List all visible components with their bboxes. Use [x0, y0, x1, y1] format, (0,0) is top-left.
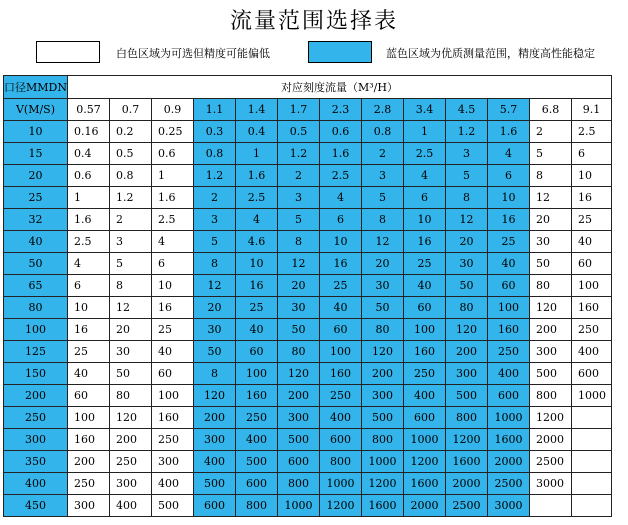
flow-cell: 25: [571, 209, 611, 231]
flow-cell: 1200: [403, 451, 445, 473]
flow-cell: 300: [67, 495, 109, 517]
flow-cell: 2000: [487, 451, 529, 473]
flow-cell: 120: [109, 407, 151, 429]
flow-cell: 80: [277, 341, 319, 363]
flow-cell: 16: [67, 319, 109, 341]
flow-cell: 20: [361, 253, 403, 275]
table-row: [4, 143, 612, 165]
velocity-header: 3.4: [403, 99, 445, 121]
flow-cell: 16: [319, 253, 361, 275]
table-row: [4, 451, 612, 473]
flow-cell: 5: [277, 209, 319, 231]
flow-cell: 2000: [529, 429, 571, 451]
flow-cell: 250: [151, 429, 193, 451]
table-row: [4, 319, 612, 341]
flow-cell: 2000: [445, 473, 487, 495]
velocity-label: V(M/S): [4, 99, 68, 121]
flow-cell: 200: [193, 407, 235, 429]
table-row: [4, 209, 612, 231]
flow-cell: 30: [277, 297, 319, 319]
flow-cell: 200: [529, 319, 571, 341]
flow-cell: 0.3: [193, 121, 235, 143]
dn-cell: 25: [4, 187, 68, 209]
dn-cell: 200: [4, 385, 68, 407]
flow-cell: 120: [361, 341, 403, 363]
flow-cell: [571, 473, 611, 495]
flow-cell: 25: [403, 253, 445, 275]
flow-cell: 10: [571, 165, 611, 187]
flow-cell: 6: [319, 209, 361, 231]
flow-cell: 25: [67, 341, 109, 363]
flow-cell: 200: [67, 451, 109, 473]
flow-cell: 60: [319, 319, 361, 341]
flow-cell: 80: [445, 297, 487, 319]
dn-cell: 250: [4, 407, 68, 429]
dn-cell: 350: [4, 451, 68, 473]
flow-cell: 160: [319, 363, 361, 385]
flow-cell: 3: [277, 187, 319, 209]
velocity-header: 1.7: [277, 99, 319, 121]
flow-cell: 40: [151, 341, 193, 363]
flow-cell: 2.5: [403, 143, 445, 165]
flow-cell: 8: [361, 209, 403, 231]
flow-cell: 12: [193, 275, 235, 297]
flow-cell: 250: [319, 385, 361, 407]
table-row: [4, 407, 612, 429]
flow-cell: 3000: [529, 473, 571, 495]
flow-cell: 160: [235, 385, 277, 407]
flow-cell: 2000: [403, 495, 445, 517]
velocity-header: 1.4: [235, 99, 277, 121]
flow-cell: 25: [151, 319, 193, 341]
flow-cell: 0.5: [109, 143, 151, 165]
flow-cell: 25: [319, 275, 361, 297]
flow-cell: 5: [109, 253, 151, 275]
flow-cell: 60: [403, 297, 445, 319]
flow-cell: 3: [361, 165, 403, 187]
flow-cell: 8: [529, 165, 571, 187]
flow-cell: 40: [487, 253, 529, 275]
dn-cell: 32: [4, 209, 68, 231]
flow-cell: 3: [445, 143, 487, 165]
flow-cell: 2.5: [319, 165, 361, 187]
flow-cell: 1: [67, 187, 109, 209]
table-row: [4, 341, 612, 363]
flow-cell: 3000: [487, 495, 529, 517]
flow-cell: 400: [235, 429, 277, 451]
corner-header: 口径MMDN: [4, 76, 68, 99]
flow-cell: 2500: [445, 495, 487, 517]
flow-cell: 5: [529, 143, 571, 165]
flow-cell: 400: [109, 495, 151, 517]
flow-cell: 0.8: [361, 121, 403, 143]
flow-cell: 1.2: [193, 165, 235, 187]
flow-cell: 50: [277, 319, 319, 341]
flow-cell: 300: [193, 429, 235, 451]
flow-cell: 25: [487, 231, 529, 253]
flow-cell: 300: [529, 341, 571, 363]
flow-cell: 30: [109, 341, 151, 363]
flow-cell: 12: [361, 231, 403, 253]
flow-cell: 1200: [319, 495, 361, 517]
flow-cell: 10: [235, 253, 277, 275]
flow-cell: [571, 451, 611, 473]
flow-cell: 250: [109, 451, 151, 473]
flow-cell: 200: [361, 363, 403, 385]
table-row: [4, 385, 612, 407]
flow-cell: 200: [109, 429, 151, 451]
flow-header: 对应刻度流量（M³/H）: [67, 76, 611, 99]
flow-cell: 120: [277, 363, 319, 385]
flow-cell: 3: [193, 209, 235, 231]
flow-cell: 1600: [403, 473, 445, 495]
flow-cell: 2.5: [67, 231, 109, 253]
flow-cell: 60: [151, 363, 193, 385]
flow-cell: 40: [403, 275, 445, 297]
flow-cell: 8: [193, 363, 235, 385]
flow-cell: 500: [193, 473, 235, 495]
flow-cell: [529, 495, 571, 517]
flow-cell: 200: [277, 385, 319, 407]
flow-cell: 800: [445, 407, 487, 429]
flow-cell: 16: [403, 231, 445, 253]
flow-cell: 2: [361, 143, 403, 165]
flow-cell: 10: [151, 275, 193, 297]
flow-cell: 1.2: [445, 121, 487, 143]
velocity-header: 2.3: [319, 99, 361, 121]
flow-cell: 400: [319, 407, 361, 429]
flow-cell: 1000: [361, 451, 403, 473]
flow-cell: 4: [67, 253, 109, 275]
flow-cell: 120: [445, 319, 487, 341]
flow-cell: 1000: [487, 407, 529, 429]
flow-cell: 100: [151, 385, 193, 407]
flow-cell: 5: [193, 231, 235, 253]
flow-cell: 1000: [277, 495, 319, 517]
dn-cell: 100: [4, 319, 68, 341]
flow-cell: 500: [529, 363, 571, 385]
flow-cell: 2.5: [571, 121, 611, 143]
flow-cell: 6: [151, 253, 193, 275]
table-row: [4, 275, 612, 297]
flow-cell: 30: [445, 253, 487, 275]
flow-cell: 30: [193, 319, 235, 341]
flow-cell: 500: [277, 429, 319, 451]
flow-cell: 20: [193, 297, 235, 319]
dn-cell: 80: [4, 297, 68, 319]
flow-cell: [571, 407, 611, 429]
flow-cell: 3: [109, 231, 151, 253]
flow-cell: [571, 429, 611, 451]
flow-cell: 600: [235, 473, 277, 495]
flow-cell: 40: [67, 363, 109, 385]
flow-cell: 25: [235, 297, 277, 319]
flow-cell: 250: [571, 319, 611, 341]
table-row: [4, 121, 612, 143]
flow-cell: 0.2: [109, 121, 151, 143]
flow-cell: 1600: [445, 451, 487, 473]
flow-cell: 300: [151, 451, 193, 473]
flow-cell: 100: [571, 275, 611, 297]
flow-cell: 0.4: [67, 143, 109, 165]
flow-cell: 1000: [403, 429, 445, 451]
flow-cell: 400: [571, 341, 611, 363]
flow-cell: 1200: [445, 429, 487, 451]
flow-cell: 250: [403, 363, 445, 385]
dn-cell: 15: [4, 143, 68, 165]
flow-cell: 5: [361, 187, 403, 209]
flow-cell: 120: [193, 385, 235, 407]
flow-cell: 0.8: [109, 165, 151, 187]
flow-cell: 4: [235, 209, 277, 231]
velocity-header: 4.5: [445, 99, 487, 121]
flow-cell: 8: [193, 253, 235, 275]
velocity-row: [4, 99, 612, 121]
velocity-header: 6.8: [529, 99, 571, 121]
flow-cell: 1.2: [109, 187, 151, 209]
legend-blue-swatch: [308, 41, 372, 63]
flow-cell: 12: [529, 187, 571, 209]
flow-cell: 1600: [487, 429, 529, 451]
table-row: [4, 253, 612, 275]
flow-cell: 6: [487, 165, 529, 187]
flow-cell: 60: [487, 275, 529, 297]
legend-white-swatch: [36, 41, 100, 63]
flow-cell: 250: [487, 341, 529, 363]
flow-cell: 400: [193, 451, 235, 473]
flow-cell: 160: [571, 297, 611, 319]
flow-cell: 5: [445, 165, 487, 187]
flow-cell: 300: [277, 407, 319, 429]
flow-cell: 40: [235, 319, 277, 341]
velocity-header: 0.57: [67, 99, 109, 121]
flow-cell: 1.2: [277, 143, 319, 165]
flow-cell: 800: [361, 429, 403, 451]
flow-cell: 160: [403, 341, 445, 363]
flow-cell: 20: [445, 231, 487, 253]
flow-cell: 1: [151, 165, 193, 187]
flow-cell: 1200: [529, 407, 571, 429]
flow-cell: 10: [319, 231, 361, 253]
table-row: [4, 165, 612, 187]
flow-cell: 100: [487, 297, 529, 319]
flow-cell: 16: [235, 275, 277, 297]
page-title: 流量范围选择表: [229, 9, 398, 34]
dn-cell: 40: [4, 231, 68, 253]
flow-cell: 100: [67, 407, 109, 429]
flow-cell: 16: [571, 187, 611, 209]
flow-cell: 6: [571, 143, 611, 165]
flow-cell: 800: [235, 495, 277, 517]
flow-cell: 600: [193, 495, 235, 517]
flow-cell: 20: [529, 209, 571, 231]
flow-cell: 4: [319, 187, 361, 209]
flow-cell: 1: [403, 121, 445, 143]
table-row: [4, 297, 612, 319]
flow-cell: 1.6: [235, 165, 277, 187]
flow-cell: 0.6: [151, 143, 193, 165]
flow-cell: 250: [235, 407, 277, 429]
table-row: [4, 187, 612, 209]
velocity-header: 0.7: [109, 99, 151, 121]
flow-cell: 20: [277, 275, 319, 297]
flow-cell: 400: [151, 473, 193, 495]
flow-cell: [571, 495, 611, 517]
flow-cell: 50: [361, 297, 403, 319]
flow-cell: 50: [193, 341, 235, 363]
table-row: [4, 231, 612, 253]
flow-cell: 6: [403, 187, 445, 209]
flow-cell: 8: [445, 187, 487, 209]
flow-cell: 50: [109, 363, 151, 385]
flow-cell: 40: [319, 297, 361, 319]
flow-cell: 8: [109, 275, 151, 297]
flow-cell: 400: [487, 363, 529, 385]
flow-cell: 600: [571, 363, 611, 385]
dn-cell: 150: [4, 363, 68, 385]
flow-cell: 1: [235, 143, 277, 165]
flow-cell: 2: [193, 187, 235, 209]
flow-cell: 160: [151, 407, 193, 429]
flow-cell: 12: [445, 209, 487, 231]
flow-cell: 40: [571, 231, 611, 253]
flow-cell: 4: [487, 143, 529, 165]
velocity-header: 0.9: [151, 99, 193, 121]
flow-cell: 1000: [319, 473, 361, 495]
flow-cell: 4: [151, 231, 193, 253]
flow-cell: 200: [445, 341, 487, 363]
dn-cell: 10: [4, 121, 68, 143]
flow-cell: 60: [67, 385, 109, 407]
flow-cell: 2: [109, 209, 151, 231]
flow-cell: 12: [109, 297, 151, 319]
flow-cell: 100: [403, 319, 445, 341]
flow-cell: 600: [403, 407, 445, 429]
flow-cell: 50: [529, 253, 571, 275]
flow-cell: 16: [487, 209, 529, 231]
flow-cell: 12: [277, 253, 319, 275]
flow-cell: 500: [445, 385, 487, 407]
flow-cell: 50: [445, 275, 487, 297]
flow-cell: 600: [319, 429, 361, 451]
flow-cell: 2.5: [151, 209, 193, 231]
legend-blue-text: 蓝色区域为优质测量范围，精度高性能稳定: [386, 47, 595, 60]
flow-cell: 1200: [361, 473, 403, 495]
flow-cell: 0.6: [67, 165, 109, 187]
velocity-header: 9.1: [571, 99, 611, 121]
flow-cell: 2500: [529, 451, 571, 473]
flow-cell: 6: [67, 275, 109, 297]
flow-cell: 20: [109, 319, 151, 341]
flow-cell: 16: [151, 297, 193, 319]
flow-cell: 30: [529, 231, 571, 253]
flow-cell: 0.25: [151, 121, 193, 143]
flow-cell: 2: [277, 165, 319, 187]
flow-cell: 10: [487, 187, 529, 209]
flow-cell: 500: [151, 495, 193, 517]
flow-cell: 250: [67, 473, 109, 495]
flow-cell: 80: [529, 275, 571, 297]
velocity-header: 2.8: [361, 99, 403, 121]
flow-cell: 400: [403, 385, 445, 407]
velocity-header: 5.7: [487, 99, 529, 121]
flow-cell: 100: [235, 363, 277, 385]
flow-cell: 60: [571, 253, 611, 275]
flow-cell: 500: [361, 407, 403, 429]
flow-cell: 80: [361, 319, 403, 341]
flow-cell: 10: [67, 297, 109, 319]
flow-cell: 600: [487, 385, 529, 407]
flow-cell: 1.6: [151, 187, 193, 209]
flow-cell: 0.5: [277, 121, 319, 143]
flow-cell: 4: [403, 165, 445, 187]
flow-cell: 500: [235, 451, 277, 473]
flow-cell: 300: [361, 385, 403, 407]
flow-cell: 80: [109, 385, 151, 407]
flow-cell: 0.6: [319, 121, 361, 143]
flow-cell: 0.8: [193, 143, 235, 165]
flow-cell: 300: [445, 363, 487, 385]
dn-cell: 50: [4, 253, 68, 275]
flow-cell: 0.4: [235, 121, 277, 143]
table-header-row: [4, 76, 612, 99]
flow-cell: 8: [277, 231, 319, 253]
dn-cell: 300: [4, 429, 68, 451]
flow-cell: 600: [277, 451, 319, 473]
flow-cell: 160: [67, 429, 109, 451]
flow-cell: 100: [319, 341, 361, 363]
flow-cell: 60: [235, 341, 277, 363]
flow-cell: 2: [529, 121, 571, 143]
flow-cell: 1.6: [67, 209, 109, 231]
velocity-header: 1.1: [193, 99, 235, 121]
flow-cell: 30: [361, 275, 403, 297]
flow-cell: 120: [529, 297, 571, 319]
table-row: [4, 363, 612, 385]
flow-cell: 2500: [487, 473, 529, 495]
flow-cell: 10: [403, 209, 445, 231]
flow-cell: 1600: [361, 495, 403, 517]
table-row: [4, 473, 612, 495]
dn-cell: 400: [4, 473, 68, 495]
flow-cell: 800: [319, 451, 361, 473]
dn-cell: 125: [4, 341, 68, 363]
dn-cell: 450: [4, 495, 68, 517]
flow-cell: 2.5: [235, 187, 277, 209]
flow-cell: 300: [109, 473, 151, 495]
flow-cell: 1.6: [319, 143, 361, 165]
flow-cell: 1.6: [487, 121, 529, 143]
flow-cell: 800: [529, 385, 571, 407]
flow-cell: 800: [277, 473, 319, 495]
table-row: [4, 429, 612, 451]
dn-cell: 65: [4, 275, 68, 297]
flow-cell: 4.6: [235, 231, 277, 253]
legend-white-text: 白色区域为可选但精度可能偏低: [116, 47, 270, 60]
dn-cell: 20: [4, 165, 68, 187]
flow-cell: 0.16: [67, 121, 109, 143]
table-row: [4, 495, 612, 517]
flow-range-table: [3, 75, 612, 517]
flow-cell: 1000: [571, 385, 611, 407]
flow-cell: 160: [487, 319, 529, 341]
